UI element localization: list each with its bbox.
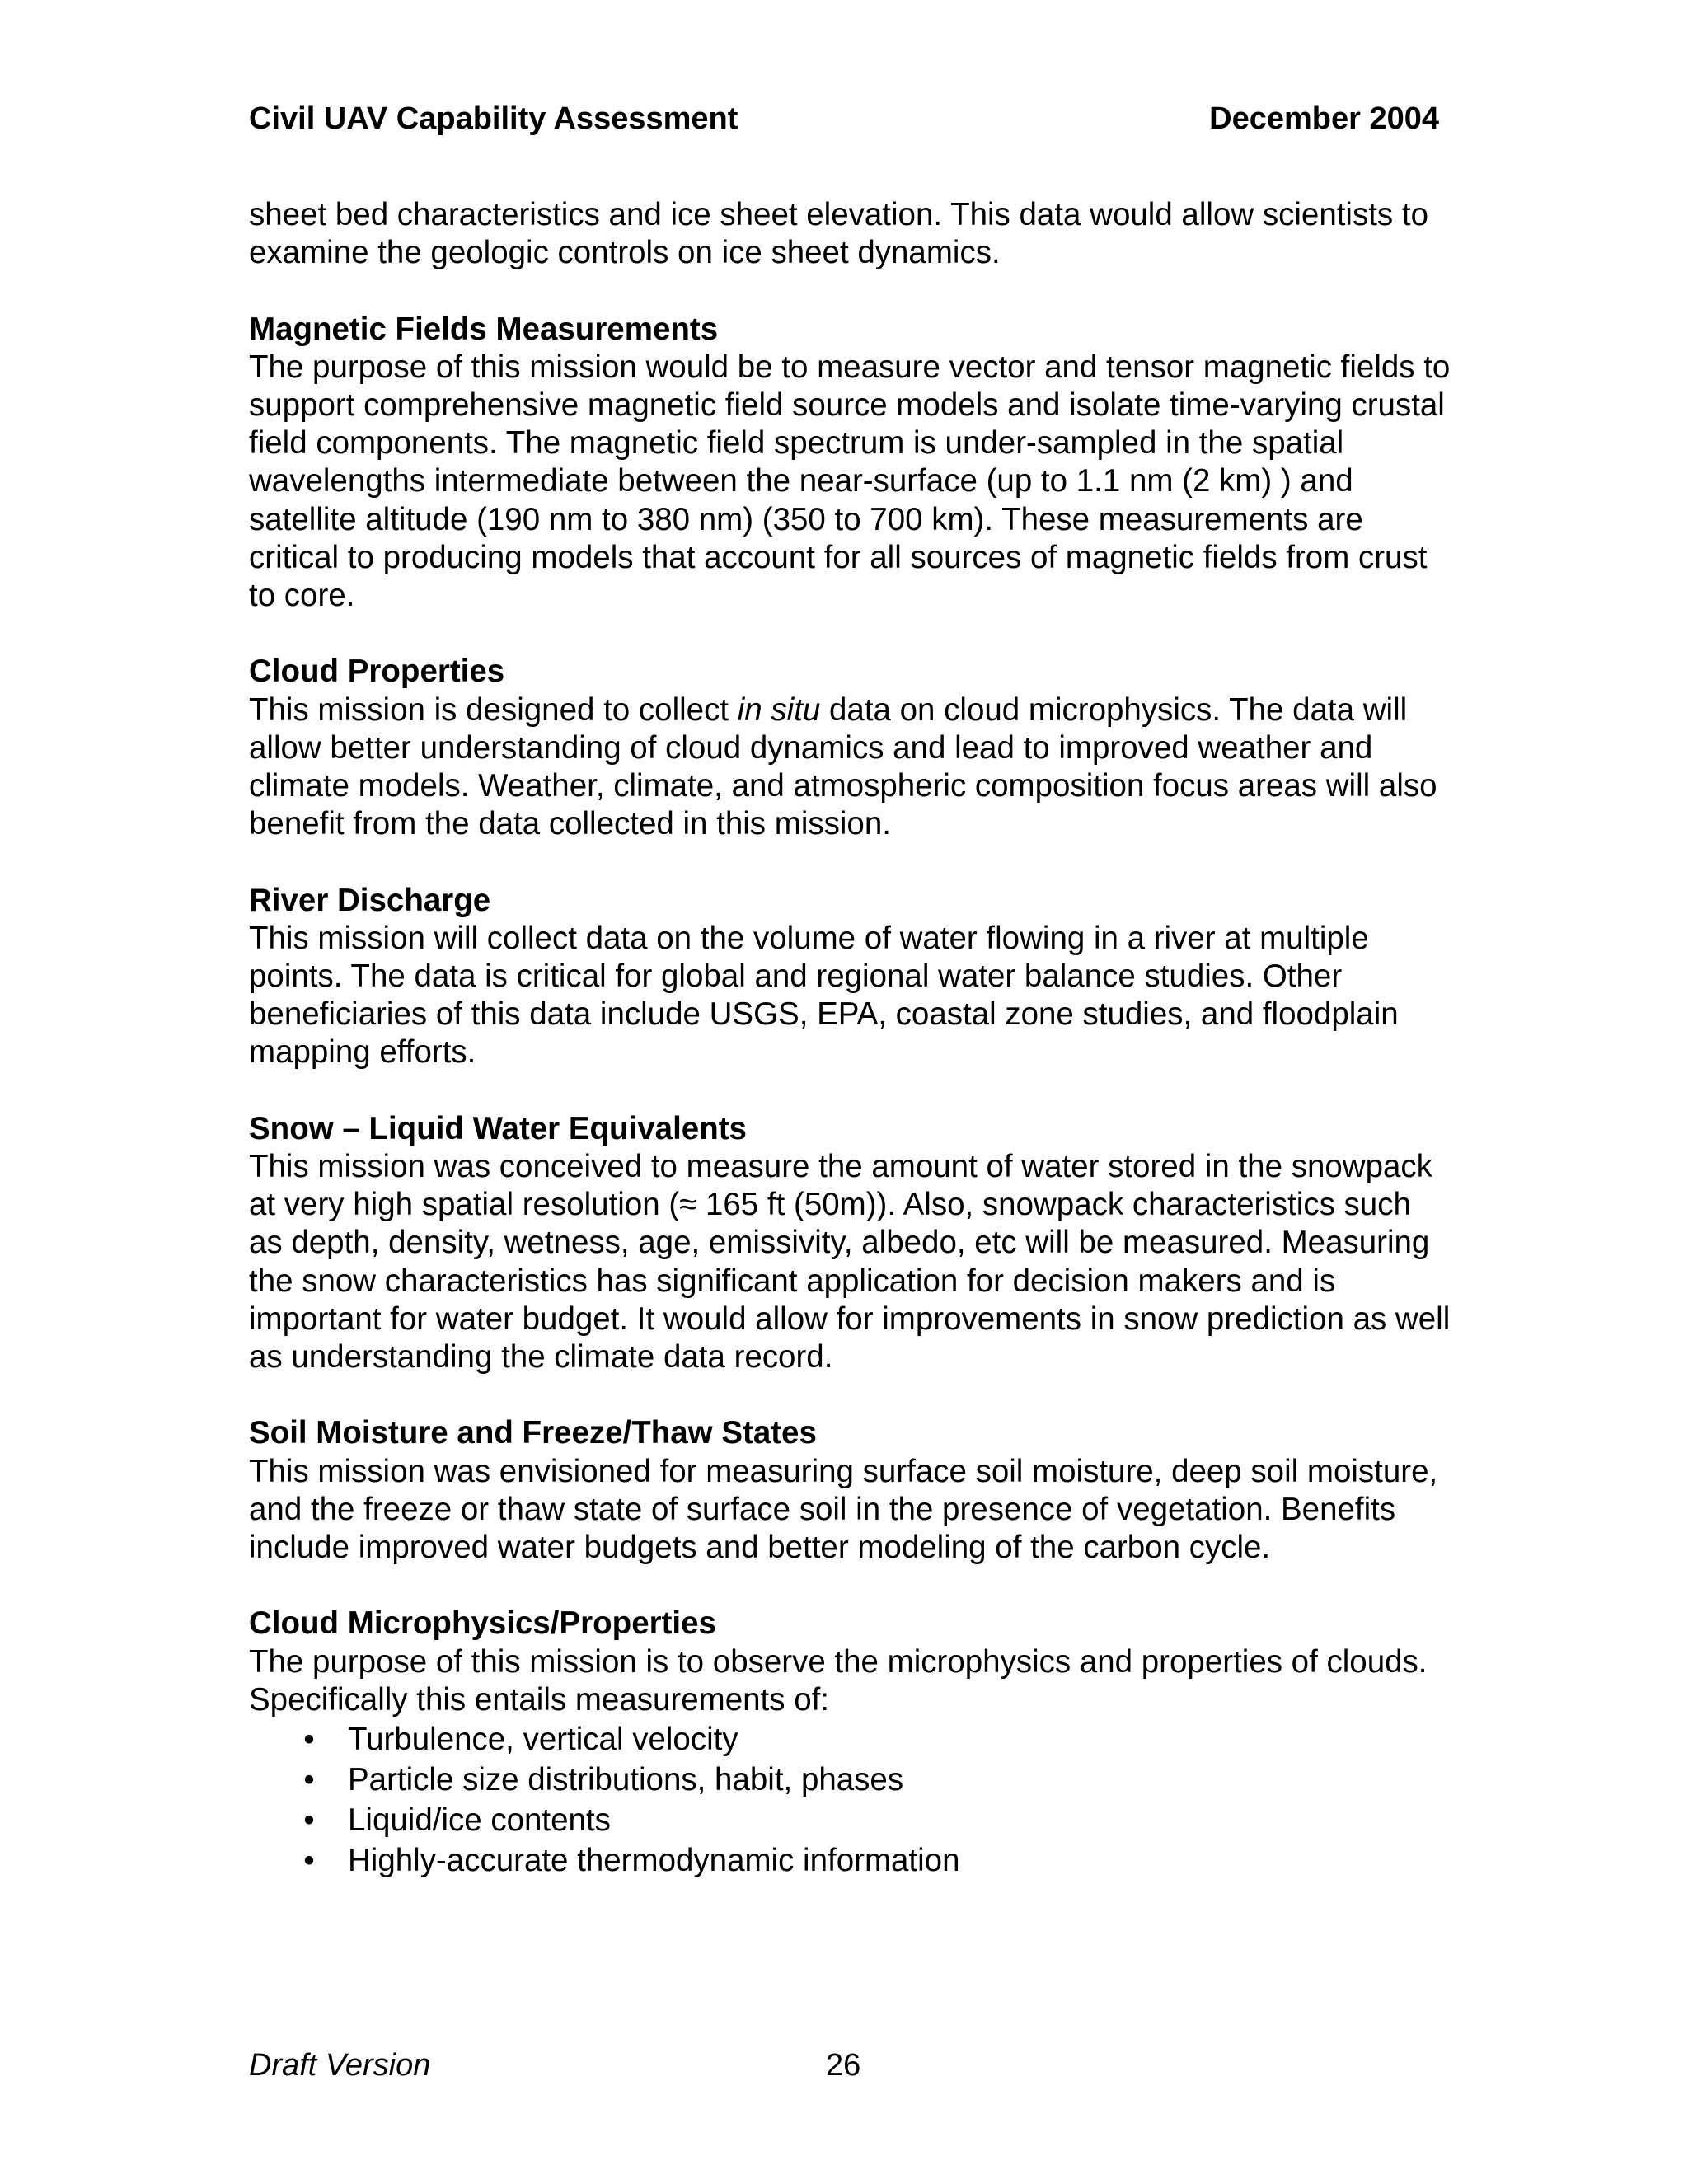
page-body: [249, 196, 1452, 1881]
section-heading: Soil Moisture and Freeze/Thaw States: [249, 1415, 817, 1451]
page-number: 26: [826, 2048, 861, 2083]
bullet-icon: •: [303, 1762, 315, 1798]
section-text: The purpose of this mission is to observe the microphysics and properties of clouds. Specifically this entails measurements of:: [249, 1643, 1428, 1718]
list-item: [249, 1760, 1452, 1800]
section-text-italic: in situ: [737, 691, 821, 728]
intro-paragraph: sheet bed characteristics and ice sheet elevation. This data would allow scientists to examine the geologic controls on ice sheet dynamics.: [249, 197, 1428, 271]
bullet-icon: •: [303, 1843, 315, 1879]
list-item-text: Liquid/ice contents: [348, 1802, 611, 1839]
list-item: [249, 1840, 1452, 1881]
section-heading: Cloud Properties: [249, 654, 505, 690]
section-river-discharge: [249, 882, 1452, 1072]
list-item-text: Highly-accurate thermodynamic information: [348, 1843, 960, 1879]
list-item: [249, 1719, 1452, 1760]
bullet-icon: •: [303, 1722, 315, 1758]
section-heading: River Discharge: [249, 882, 491, 918]
section-magnetic-fields: [249, 311, 1452, 616]
section-heading: Cloud Microphysics/Properties: [249, 1605, 716, 1642]
section-cloud-microphysics: [249, 1605, 1452, 1881]
bullet-list: [249, 1719, 1452, 1881]
bullet-icon: •: [303, 1802, 315, 1839]
list-item-text: Particle size distributions, habit, phases: [348, 1762, 904, 1798]
header-title: Civil UAV Capability Assessment: [249, 101, 738, 136]
list-item: [249, 1800, 1452, 1840]
header-date: December 2004: [1209, 101, 1439, 136]
section-cloud-properties: [249, 653, 1452, 843]
section-text: This mission was envisioned for measuring surface soil moisture, deep soil moisture, and the freeze or thaw state of surface soil in the presence of vegetation. Benefits include improved water budgets and better modeling of the carbon cycle.: [249, 1453, 1438, 1566]
section-snow-water: [249, 1110, 1452, 1376]
section-text-end: data on cloud microphysics. The data will allow better understanding of cloud dynamics and lead to improved weather and climate models. Weather, climate, and atmospheric composition focus areas will also benefit from the data collected in this mission.: [249, 691, 1437, 842]
section-soil-moisture: [249, 1414, 1452, 1567]
page-header: [249, 97, 1439, 140]
section-heading: Magnetic Fields Measurements: [249, 311, 719, 347]
section-text-start: This mission is designed to collect: [249, 691, 738, 728]
section-text: This mission will collect data on the volume of water flowing in a river at multiple points. The data is critical for global and regional water balance studies. Other beneficiaries of this data include USGS, EPA, coastal zone studies, and floodplain mapping efforts.: [249, 920, 1399, 1071]
section-heading: Snow – Liquid Water Equivalents: [249, 1110, 747, 1146]
section-text: This mission was conceived to measure the amount of water stored in the snowpack at very high spatial resolution (≈ 165 ft (50m)). Also, snowpack characteristics such as depth, density, wetness, age, emissivity, albedo, etc will be measured. Measuring the snow characteristics has significant application for decision makers and is important for water budget. It would allow for improvements in snow prediction as well as understanding the climate data record.: [249, 1149, 1451, 1376]
page-footer: [249, 2044, 1452, 2087]
list-item-text: Turbulence, vertical velocity: [348, 1722, 738, 1758]
footer-version: Draft Version: [249, 2048, 431, 2083]
section-text: The purpose of this mission would be to measure vector and tensor magnetic fields to support comprehensive magnetic field source models and isolate time-varying crustal field components. The magnetic field spectrum is under-sampled in the spatial wavelengths intermediate between the near-surface (up to 1.1 nm (2 km) ) and satellite altitude (190 nm to 380 nm) (350 to 700 km). These measurements are critical to producing models that account for all sources of magnetic fields from crust to core.: [249, 349, 1451, 614]
